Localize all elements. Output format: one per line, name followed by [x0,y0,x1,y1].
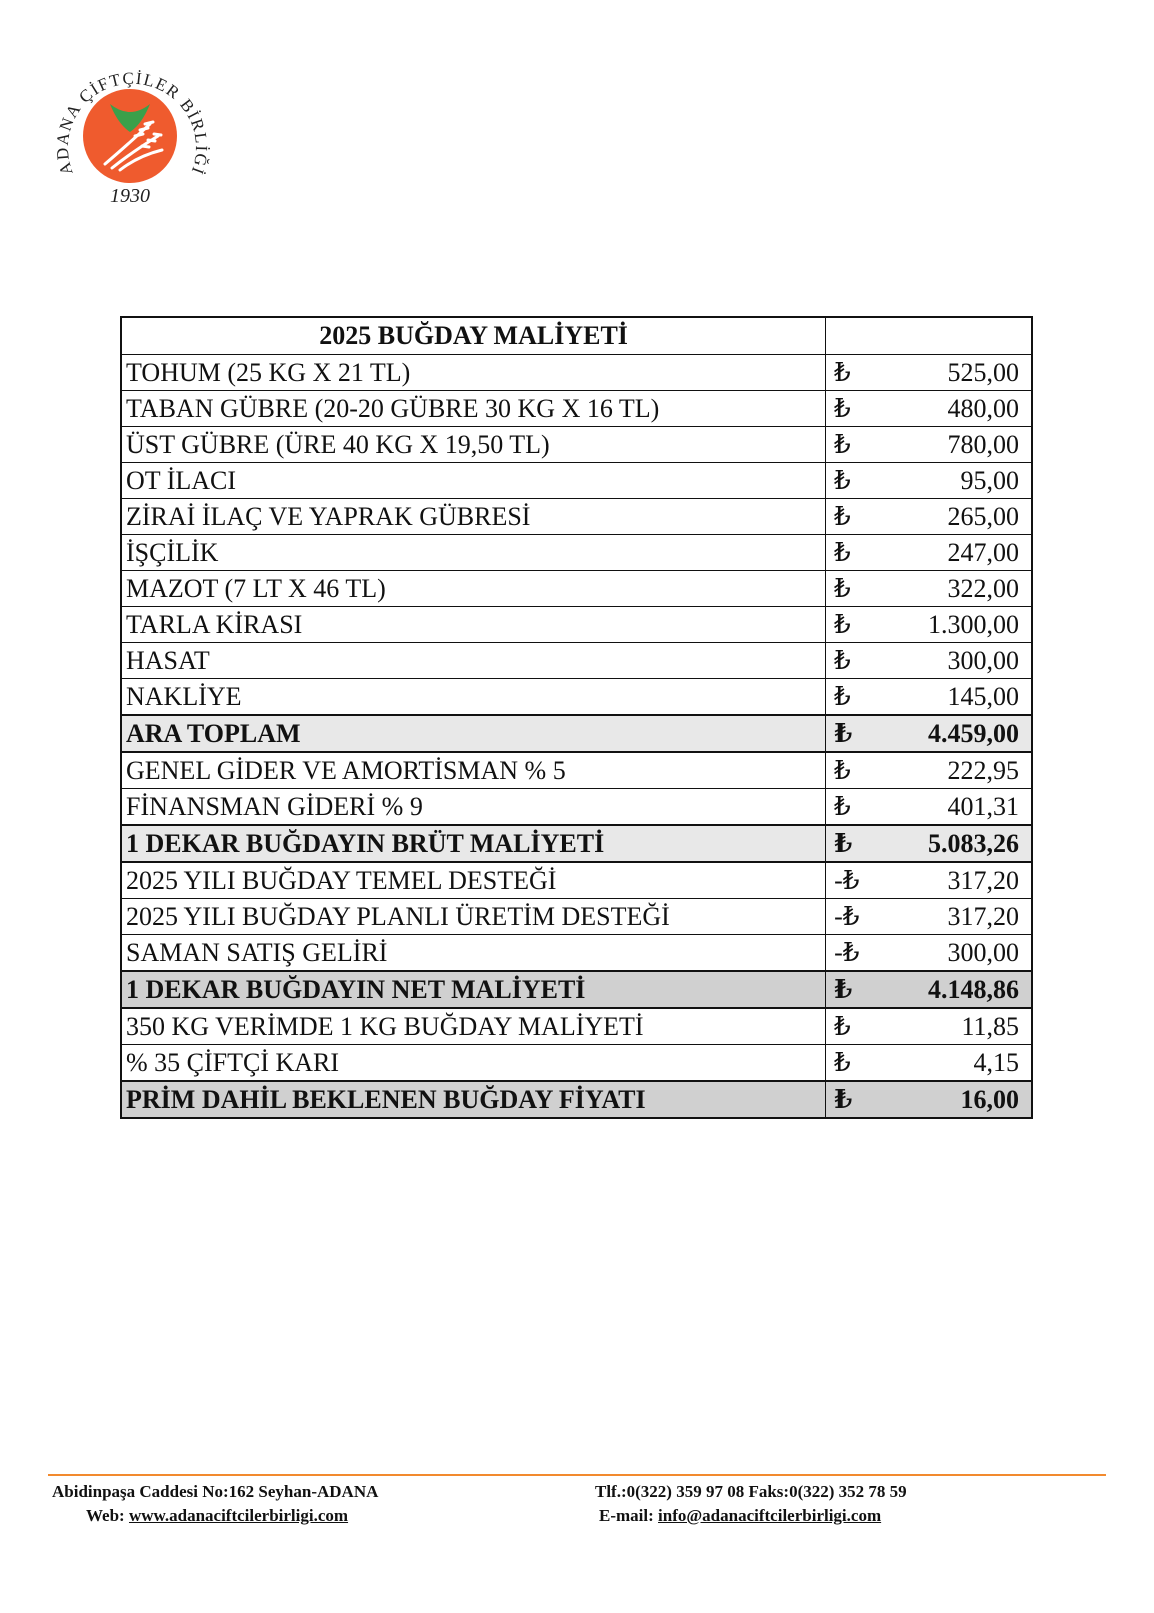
row-amount-cell [826,862,1032,899]
row-amount: 300,00 [947,645,1019,675]
footer-web-link[interactable]: www.adanaciftcilerbirligi.com [128,1506,349,1525]
lira-symbol: ₺ [834,1084,853,1114]
organization-logo [50,52,212,214]
row-amount-cell [826,752,1032,789]
table-row [121,1045,1032,1082]
amount-sign: - [834,937,843,967]
row-label: 1 DEKAR BUĞDAYIN BRÜT MALİYETİ [121,825,826,862]
row-amount: 317,20 [947,901,1019,931]
table-row [121,643,1032,679]
table-row [121,825,1032,862]
currency-symbol [834,357,851,387]
currency-symbol [834,974,853,1004]
row-amount: 16,00 [960,1084,1019,1114]
lira-symbol: ₺ [834,537,851,567]
row-label: 1 DEKAR BUĞDAYIN NET MALİYETİ [121,971,826,1008]
currency-symbol [834,901,860,931]
row-amount: 525,00 [947,357,1019,387]
lira-symbol: ₺ [834,974,853,1004]
row-amount: 4,15 [973,1047,1019,1077]
footer-web [52,1504,378,1528]
row-amount-cell [826,899,1032,935]
row-amount-cell [826,715,1032,752]
lira-symbol: ₺ [834,828,853,858]
table-row [121,715,1032,752]
currency-symbol [834,681,851,711]
row-amount: 11,85 [961,1011,1019,1041]
currency-symbol [834,609,851,639]
row-amount: 247,00 [947,537,1019,567]
row-amount-cell [826,935,1032,972]
row-label: ÜST GÜBRE (ÜRE 40 KG X 19,50 TL) [121,427,826,463]
lira-symbol: ₺ [834,609,851,639]
lira-symbol: ₺ [834,357,851,387]
table-row [121,571,1032,607]
row-label: ARA TOPLAM [121,715,826,752]
row-amount: 265,00 [947,501,1019,531]
row-amount: 4.459,00 [928,718,1019,748]
row-amount: 1.300,00 [928,609,1019,639]
currency-symbol [834,1084,853,1114]
footer-phone: Tlf.:0(322) 359 97 08 Faks:0(322) 352 78 59 [595,1482,907,1501]
footer-email [595,1504,907,1528]
row-label: İŞÇİLİK [121,535,826,571]
row-amount-cell [826,535,1032,571]
row-amount: 401,31 [947,791,1019,821]
row-amount: 222,95 [947,755,1019,785]
table-title: 2025 BUĞDAY MALİYETİ [121,317,826,355]
row-label: TARLA KİRASI [121,607,826,643]
lira-symbol: ₺ [842,937,860,967]
lira-symbol: ₺ [834,1011,851,1041]
table-row [121,899,1032,935]
row-label: PRİM DAHİL BEKLENEN BUĞDAY FİYATI [121,1081,826,1118]
amount-sign: - [834,901,843,931]
currency-symbol [834,537,851,567]
row-label: 2025 YILI BUĞDAY TEMEL DESTEĞİ [121,862,826,899]
footer-contact-block [595,1480,907,1528]
table-row [121,935,1032,972]
table-title-blank-cell [826,317,1032,355]
currency-symbol [834,828,853,858]
lira-symbol: ₺ [834,1047,851,1077]
table-row [121,391,1032,427]
row-amount-cell [826,825,1032,862]
currency-symbol [834,718,853,748]
currency-symbol [834,573,851,603]
currency-symbol [834,937,860,967]
row-amount-cell [826,789,1032,826]
row-label: GENEL GİDER VE AMORTİSMAN % 5 [121,752,826,789]
currency-symbol [834,1011,851,1041]
table-row [121,607,1032,643]
table-row [121,862,1032,899]
row-amount: 145,00 [947,681,1019,711]
table-row [121,1008,1032,1045]
currency-symbol [834,791,851,821]
amount-sign: - [834,865,843,895]
lira-symbol: ₺ [834,429,851,459]
row-label: OT İLACI [121,463,826,499]
lira-symbol: ₺ [834,755,851,785]
currency-symbol [834,501,851,531]
row-label: MAZOT (7 LT X 46 TL) [121,571,826,607]
row-label: TOHUM (25 KG X 21 TL) [121,355,826,391]
lira-symbol: ₺ [842,865,860,895]
lira-symbol: ₺ [834,501,851,531]
currency-symbol [834,465,851,495]
row-amount-cell [826,679,1032,716]
table-row [121,355,1032,391]
row-label: NAKLİYE [121,679,826,716]
currency-symbol [834,393,851,423]
footer-address: Abidinpaşa Caddesi No:162 Seyhan-ADANA [52,1482,379,1501]
row-label: SAMAN SATIŞ GELİRİ [121,935,826,972]
row-amount-cell [826,463,1032,499]
lira-symbol: ₺ [834,681,851,711]
lira-symbol: ₺ [834,645,851,675]
table-body [121,355,1032,1119]
row-amount-cell [826,1081,1032,1118]
footer-email-link[interactable]: info@adanaciftcilerbirligi.com [658,1506,882,1525]
row-label: 2025 YILI BUĞDAY PLANLI ÜRETİM DESTEĞİ [121,899,826,935]
cost-table [120,316,1033,1119]
table-row [121,427,1032,463]
currency-symbol [834,1047,851,1077]
row-amount-cell [826,499,1032,535]
table-row [121,789,1032,826]
row-amount: 5.083,26 [928,828,1019,858]
row-amount-cell [826,607,1032,643]
table-row [121,752,1032,789]
table-row [121,463,1032,499]
row-amount-cell [826,643,1032,679]
lira-symbol: ₺ [834,465,851,495]
row-amount-cell [826,391,1032,427]
table-row [121,499,1032,535]
footer-divider [48,1474,1106,1476]
table-row [121,679,1032,716]
logo-circle [83,89,177,183]
lira-symbol: ₺ [834,718,853,748]
row-amount: 322,00 [947,573,1019,603]
lira-symbol: ₺ [834,791,851,821]
table-row [121,1081,1032,1118]
logo-year: 1930 [110,185,150,207]
row-amount: 4.148,86 [928,974,1019,1004]
row-amount: 317,20 [947,865,1019,895]
currency-symbol [834,645,851,675]
row-amount: 780,00 [947,429,1019,459]
footer-web-label: Web: [86,1506,125,1525]
logo-graphic [50,52,212,214]
row-label: TABAN GÜBRE (20-20 GÜBRE 30 KG X 16 TL) [121,391,826,427]
row-label: FİNANSMAN GİDERİ % 9 [121,789,826,826]
lira-symbol: ₺ [842,901,860,931]
row-amount: 300,00 [947,937,1019,967]
lira-symbol: ₺ [834,573,851,603]
row-amount-cell [826,355,1032,391]
row-amount-cell [826,1045,1032,1082]
currency-symbol [834,429,851,459]
row-amount: 95,00 [960,465,1019,495]
row-label: % 35 ÇİFTÇİ KARI [121,1045,826,1082]
row-amount: 480,00 [947,393,1019,423]
table-row [121,535,1032,571]
row-amount-cell [826,1008,1032,1045]
currency-symbol [834,755,851,785]
logo-arc-text: ADANA ÇİFTÇİLER BİRLİĞİ [52,68,212,178]
currency-symbol [834,865,860,895]
row-amount-cell [826,571,1032,607]
table-row [121,971,1032,1008]
footer-email-label: E-mail: [599,1506,654,1525]
lira-symbol: ₺ [834,393,851,423]
footer-address-block [52,1480,378,1528]
table-title-row [121,317,1032,355]
row-label: ZİRAİ İLAÇ VE YAPRAK GÜBRESİ [121,499,826,535]
row-amount-cell [826,971,1032,1008]
row-label: HASAT [121,643,826,679]
row-label: 350 KG VERİMDE 1 KG BUĞDAY MALİYETİ [121,1008,826,1045]
row-amount-cell [826,427,1032,463]
